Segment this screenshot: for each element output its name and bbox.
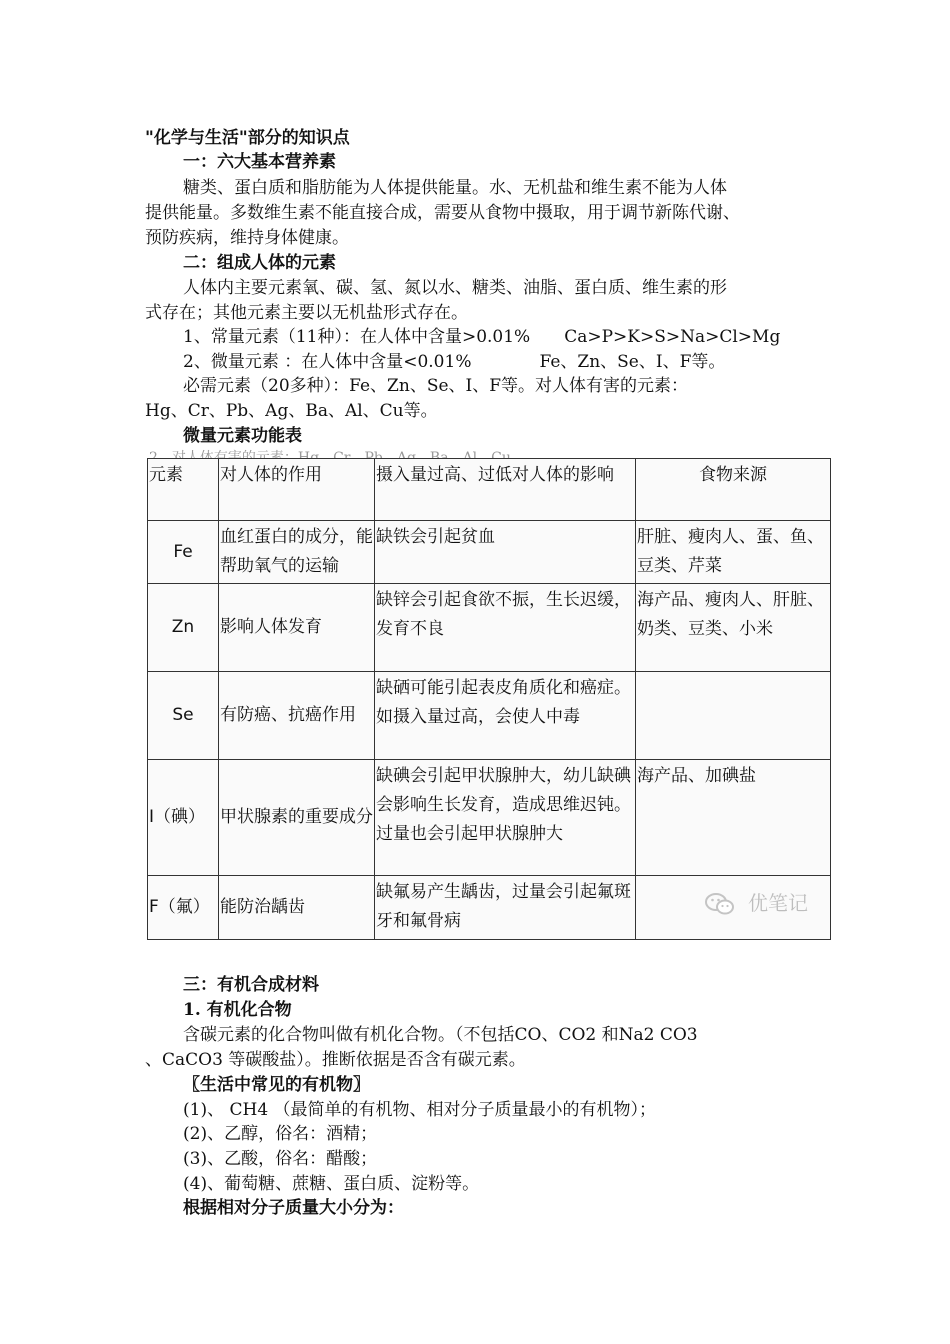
section-1-paragraph-line-2: 提供能量。多数维生素不能直接合成，需要从食物中摄取，用于调节新陈代谢、 [145,203,740,223]
element-cell: Fe [148,521,219,584]
header-cell-intake-effect: 摄入量过高、过低对人体的影响 [375,459,636,521]
header-cell-food-source: 食物来源 [636,459,831,521]
wechat-bubble-icon [705,891,742,916]
effect-cell: 缺碘会引起甲状腺肿大，幼儿缺碘会影响生长发育，造成思维迟钝。过量也会引起甲状腺肿大 [375,760,636,876]
section-3-heading: 三：有机合成材料 [183,975,319,995]
element-cell: I（碘） [148,760,219,876]
section-1-paragraph-line-1: 糖类、蛋白质和脂肪能为人体提供能量。水、无机盐和维生素不能为人体 [183,178,727,198]
function-cell: 能防治龋齿 [219,876,375,940]
table-row [148,584,831,672]
table-row [148,521,831,584]
list-item: (1)、 CH4 （最简单的有机物、相对分子质量最小的有机物）； [183,1100,657,1120]
clipped-ghost-text [149,447,649,457]
food-source-cell: 海产品、瘦肉人、肝脏、奶类、豆类、小米 [636,584,831,672]
section-1-paragraph-line-3: 预防疾病，维持身体健康。 [145,228,349,248]
header-cell-element: 元素 [148,459,219,521]
food-source-cell [636,672,831,760]
classification-heading: 根据相对分子质量大小分为： [183,1198,404,1218]
essential-elements-line-2: Hg、Cr、Pb、Ag、Ba、Al、Cu等。 [145,401,438,421]
table-row [148,672,831,760]
section-3-subheading-organic-compounds: 1. 有机化合物 [183,1000,292,1020]
food-source-cell: 肝脏、瘦肉人、蛋、鱼、豆类、芹菜 [636,521,831,584]
function-cell: 血红蛋白的成分，能帮助氧气的运输 [219,521,375,584]
effect-cell: 缺锌会引起食欲不振，生长迟缓，发育不良 [375,584,636,672]
trace-elements-table [147,458,831,940]
watermark [705,887,808,916]
section-3-paragraph-line-2: 、CaCO3 等碳酸盐）。推断依据是否含有碳元素。 [145,1050,526,1070]
essential-elements-line-1: 必需元素（20多种）：Fe、Zn、Se、I、F等。对人体有害的元素： [183,376,689,396]
element-cell: Zn [148,584,219,672]
table-row [148,760,831,876]
function-cell: 影响人体发育 [219,584,375,672]
common-organics-heading: 〖生活中常见的有机物〗 [183,1075,370,1095]
section-2-paragraph-line-2: 式存在；其他元素主要以无机盐形式存在。 [145,303,468,323]
section-3-paragraph-line-1: 含碳元素的化合物叫做有机化合物。（不包括CO、CO2 和Na2 CO3 [183,1025,698,1045]
list-item: (2)、乙醇，俗名：酒精； [183,1124,378,1144]
function-cell: 有防癌、抗癌作用 [219,672,375,760]
watermark-text: 优笔记 [748,891,808,915]
list-item: (3)、乙酸，俗名：醋酸； [183,1149,378,1169]
document-title: "化学与生活"部分的知识点 [145,128,350,148]
table-title: 微量元素功能表 [183,426,302,446]
food-source-cell: 海产品、加碘盐 [636,760,831,876]
function-cell: 甲状腺素的重要成分 [219,760,375,876]
header-cell-function: 对人体的作用 [219,459,375,521]
section-1-heading: 一：六大基本营养素 [183,152,336,172]
trace-elements-item: 2、微量元素 ：在人体中含量<0.01% Fe、Zn、Se、I、F等。 [183,352,726,372]
effect-cell: 缺硒可能引起表皮角质化和癌症。如摄入量过高，会使人中毒 [375,672,636,760]
macro-elements-item: 1、常量元素（11种）：在人体中含量>0.01% Ca>P>K>S>Na>Cl>Mg [183,327,781,347]
effect-cell: 缺铁会引起贫血 [375,521,636,584]
effect-cell: 缺氟易产生龋齿，过量会引起氟斑牙和氟骨病 [375,876,636,940]
table-header-row [148,459,831,521]
section-2-paragraph-line-1: 人体内主要元素氧、碳、氢、氮以水、糖类、油脂、蛋白质、维生素的形 [183,278,727,298]
element-cell: F（氟） [148,876,219,940]
list-item: (4)、葡萄糖、蔗糖、蛋白质、淀粉等。 [183,1174,480,1194]
section-2-heading: 二：组成人体的元素 [183,253,336,273]
element-cell: Se [148,672,219,760]
